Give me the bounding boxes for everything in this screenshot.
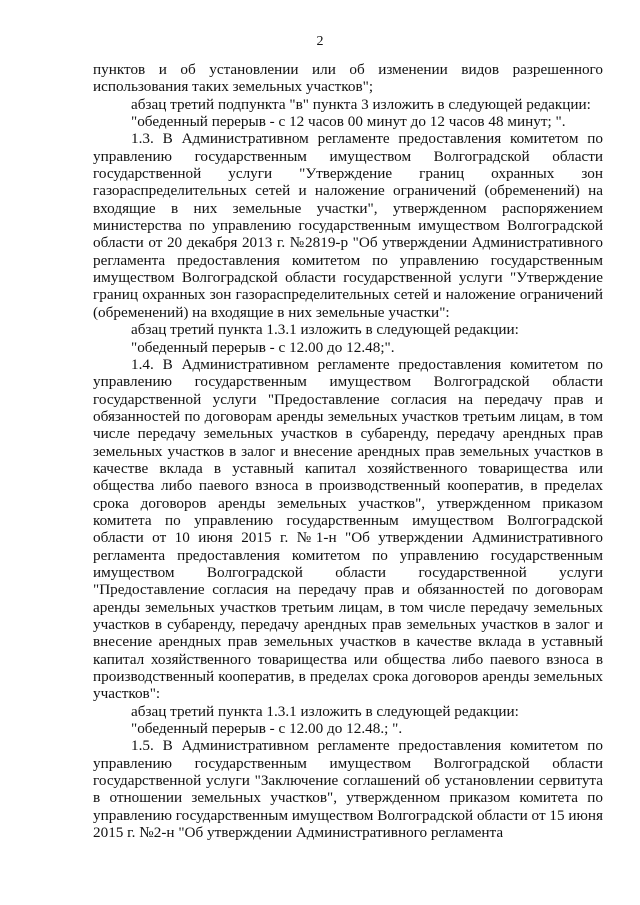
paragraph-lunch-break-text: "обеденный перерыв - с 12 часов 00 минут до 12 часов 48 минут; ".: [131, 113, 566, 131]
paragraph-lunch-break-text: "обеденный перерыв - с 12.00 до 12.48;".: [131, 338, 395, 356]
paragraph-lunch-break-text: "обеденный перерыв - с 12.00 до 12.48.; ".: [131, 720, 403, 738]
paragraph-item-1-5: 1.5. В Административном регламенте предоставления комитетом по управлению государственным имуществом Волгоградской области государственной услуги "Заключение соглашений об установлении сервитута в отношении земельных участков", утвержденном приказом комитета по управлению государственным имуществом Волгоградской области от 15 июня 2015 г. №2-н "Об утверждении Административного регламента: [93, 737, 603, 842]
paragraph-amendment-instruction: абзац третий подпункта "в" пункта 3 изложить в следующей редакции:: [131, 95, 591, 113]
paragraph-amendment-instruction: абзац третий пункта 1.3.1 изложить в следующей редакции:: [131, 702, 519, 720]
document-body: [93, 61, 603, 841]
paragraph-amendment-instruction: абзац третий пункта 1.3.1 изложить в следующей редакции:: [131, 321, 519, 339]
page-number: 2: [316, 34, 324, 49]
paragraph-item-1-3: 1.3. В Административном регламенте предоставления комитетом по управлению государственным имуществом Волгоградской области государственной услуги "Утверждение границ охранных зон газораспределительных сетей и наложение ограничений (обременений) на входящие в них земельные участки", утвержденном распоряжением министерства по управлению государственным имуществом Волгоградской области от 20 декабря 2013 г. №2819-р "Об утверждении Административного регламента предоставления комитетом по управлению государственным имуществом Волгоградской области государственной услуги "Утверждение границ охранных зон газораспределительных сетей и наложение ограничений (обременений) на входящие в них земельные участки":: [93, 130, 603, 321]
paragraph-continuation: пунктов и об установлении или об изменении видов разрешенного использования таких земельных участков";: [93, 61, 603, 96]
paragraph-item-1-4: 1.4. В Административном регламенте предоставления комитетом по управлению государственным имуществом Волгоградской области государственной услуги "Предоставление согласия на передачу прав и обязанностей по договорам аренды земельных участков третьим лицам, в том числе передачу земельных участков в субаренду, передачу арендных прав земельных участков в залог и внесение арендных прав земельных участков в качестве вклада в уставный капитал хозяйственного товарищества или общества либо паевого взноса в производственный кооператив, в пределах срока договоров аренды земельных участков", утвержденном приказом комитета по управлению государственным имуществом Волгоградской области от 10 июня 2015 г. №1-н "Об утверждении Административного регламента предоставления комитетом по управлению государственным имуществом Волгоградской области государственной услуги "Предоставление согласия на передачу прав и обязанностей по договорам аренды земельных участков третьим лицам, в том числе передачу земельных участков в субаренду, передачу арендных прав земельных участков в залог и внесение арендных прав земельных участков в качестве вклада в уставный капитал хозяйственного товарищества или общества либо паевого взноса в производственный кооператив, в пределах срока договоров аренды земельных участков":: [93, 355, 603, 703]
